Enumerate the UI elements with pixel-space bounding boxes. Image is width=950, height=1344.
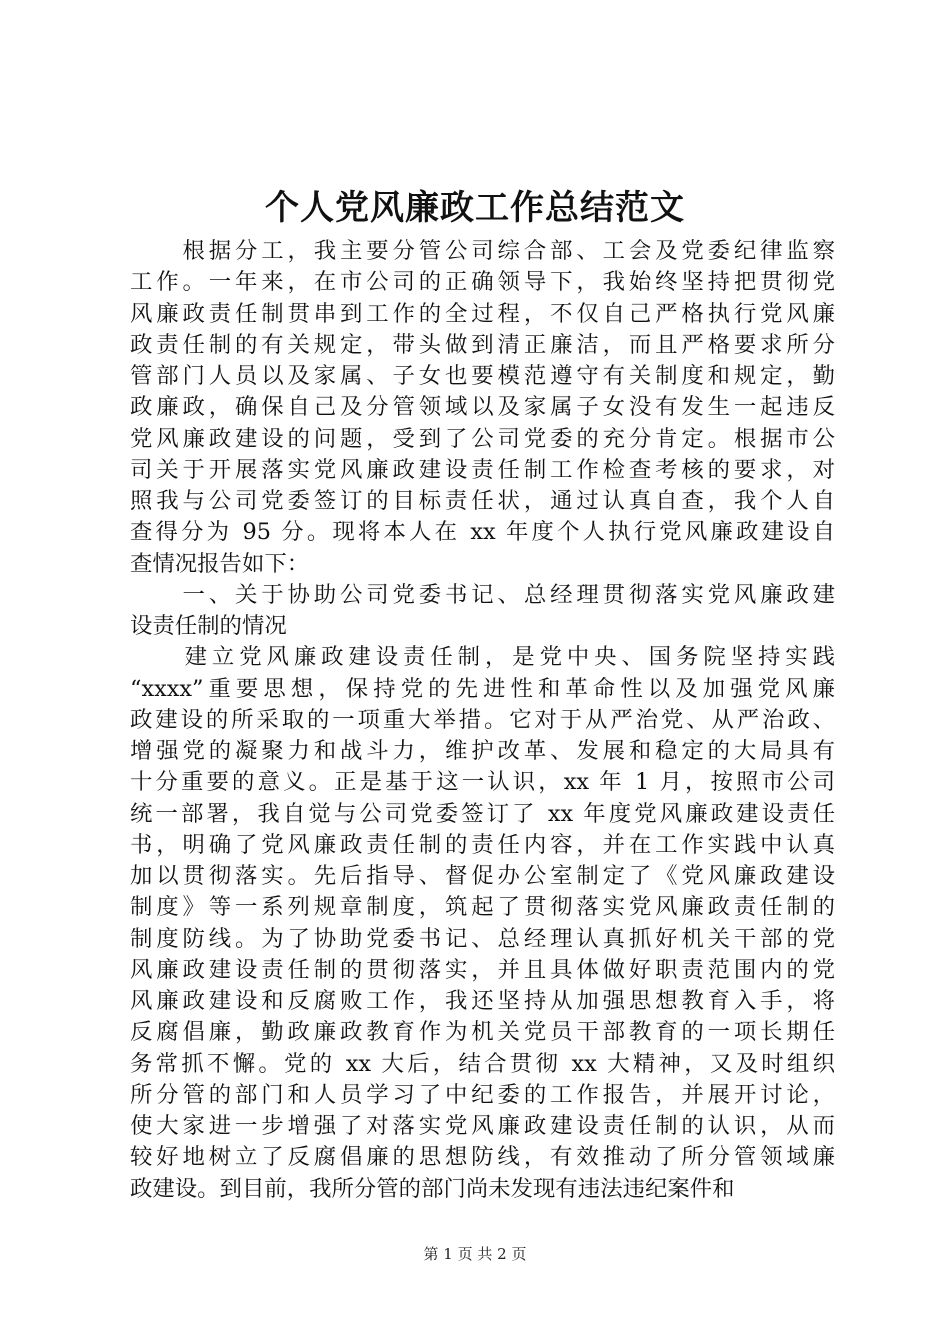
body-line: 党风廉政建设的问题，受到了公司党委的充分肯定。根据市公 — [130, 425, 835, 452]
body-line: 十分重要的意义。正是基于这一认识，xx 年 1 月，按照市公司 — [130, 769, 835, 796]
body-line: 查得分为 95 分。现将本人在 xx 年度个人执行党风廉政建设自 — [130, 519, 835, 546]
body-line: 增强党的凝聚力和战斗力，维护改革、发展和稳定的大局具有 — [130, 738, 835, 764]
page-footer: 第 1 页 共 2 页 — [423, 1245, 527, 1263]
document-body — [130, 236, 835, 1205]
body-line: 务常抓不懈。党的 xx 大后，结合贯彻 xx 大精神，又及时组织 — [130, 1050, 835, 1077]
body-line: 风廉政建设和反腐败工作，我还坚持从加强思想教育入手，将 — [130, 988, 835, 1014]
body-line: 反腐倡廉，勤政廉政教育作为机关党员干部教育的一项长期任 — [130, 1019, 835, 1046]
body-line: 风廉政责任制贯串到工作的全过程，不仅自己严格执行党风廉 — [130, 300, 835, 327]
body-line: 政建设的所采取的一项重大举措。它对于从严治党、从严治政、 — [130, 706, 835, 733]
document-title: 个人党风廉政工作总结范文 — [265, 188, 685, 228]
body-line: 政廉政，确保自己及分管领域以及家属子女没有发生一起违反 — [130, 394, 835, 421]
body-line: 管部门人员以及家属、子女也要模范遵守有关制度和规定，勤 — [130, 363, 835, 389]
body-line: 统一部署，我自觉与公司党委签订了 xx 年度党风廉政建设责任 — [130, 800, 835, 827]
body-line: 制度》等一系列规章制度，筑起了贯彻落实党风廉政责任制的 — [130, 894, 835, 921]
body-line: 工作。一年来，在市公司的正确领导下，我始终坚持把贯彻党 — [130, 269, 835, 296]
body-line: 制度防线。为了协助党委书记、总经理认真抓好机关干部的党 — [130, 925, 835, 952]
body-line: 所分管的部门和人员学习了中纪委的工作报告，并展开讨论， — [130, 1081, 835, 1108]
body-line: 建立党风廉政建设责任制，是党中央、国务院坚持实践 — [130, 644, 835, 671]
body-line: 较好地树立了反腐倡廉的思想防线，有效推动了所分管领域廉 — [130, 1144, 835, 1171]
body-line: 使大家进一步增强了对落实党风廉政建设责任制的认识，从而 — [130, 1113, 835, 1139]
body-line: 查情况报告如下： — [130, 550, 310, 577]
body-line: 司关于开展落实党风廉政建设责任制工作检查考核的要求，对 — [130, 456, 835, 483]
body-line: 照我与公司党委签订的目标责任状，通过认真自查，我个人自 — [130, 488, 835, 514]
body-line: “xxxx”重要思想，保持党的先进性和革命性以及加强党风廉 — [130, 675, 835, 702]
body-line: 政建设。到目前，我所分管的部门尚未发现有违法违纪案件和 — [130, 1175, 735, 1202]
body-line: 书，明确了党风廉政责任制的责任内容，并在工作实践中认真 — [130, 831, 835, 858]
body-line: 加以贯彻落实。先后指导、督促办公室制定了《党风廉政建设 — [130, 863, 835, 889]
body-line: 根据分工，我主要分管公司综合部、工会及党委纪律监察 — [130, 238, 835, 264]
body-line: 一、关于协助公司党委书记、总经理贯彻落实党风廉政建 — [130, 581, 835, 608]
body-line: 风廉政建设责任制的贯彻落实，并且具体做好职责范围内的党 — [130, 956, 835, 983]
body-line: 政责任制的有关规定，带头做到清正廉洁，而且严格要求所分 — [130, 331, 835, 358]
body-line: 设责任制的情况 — [130, 613, 287, 639]
